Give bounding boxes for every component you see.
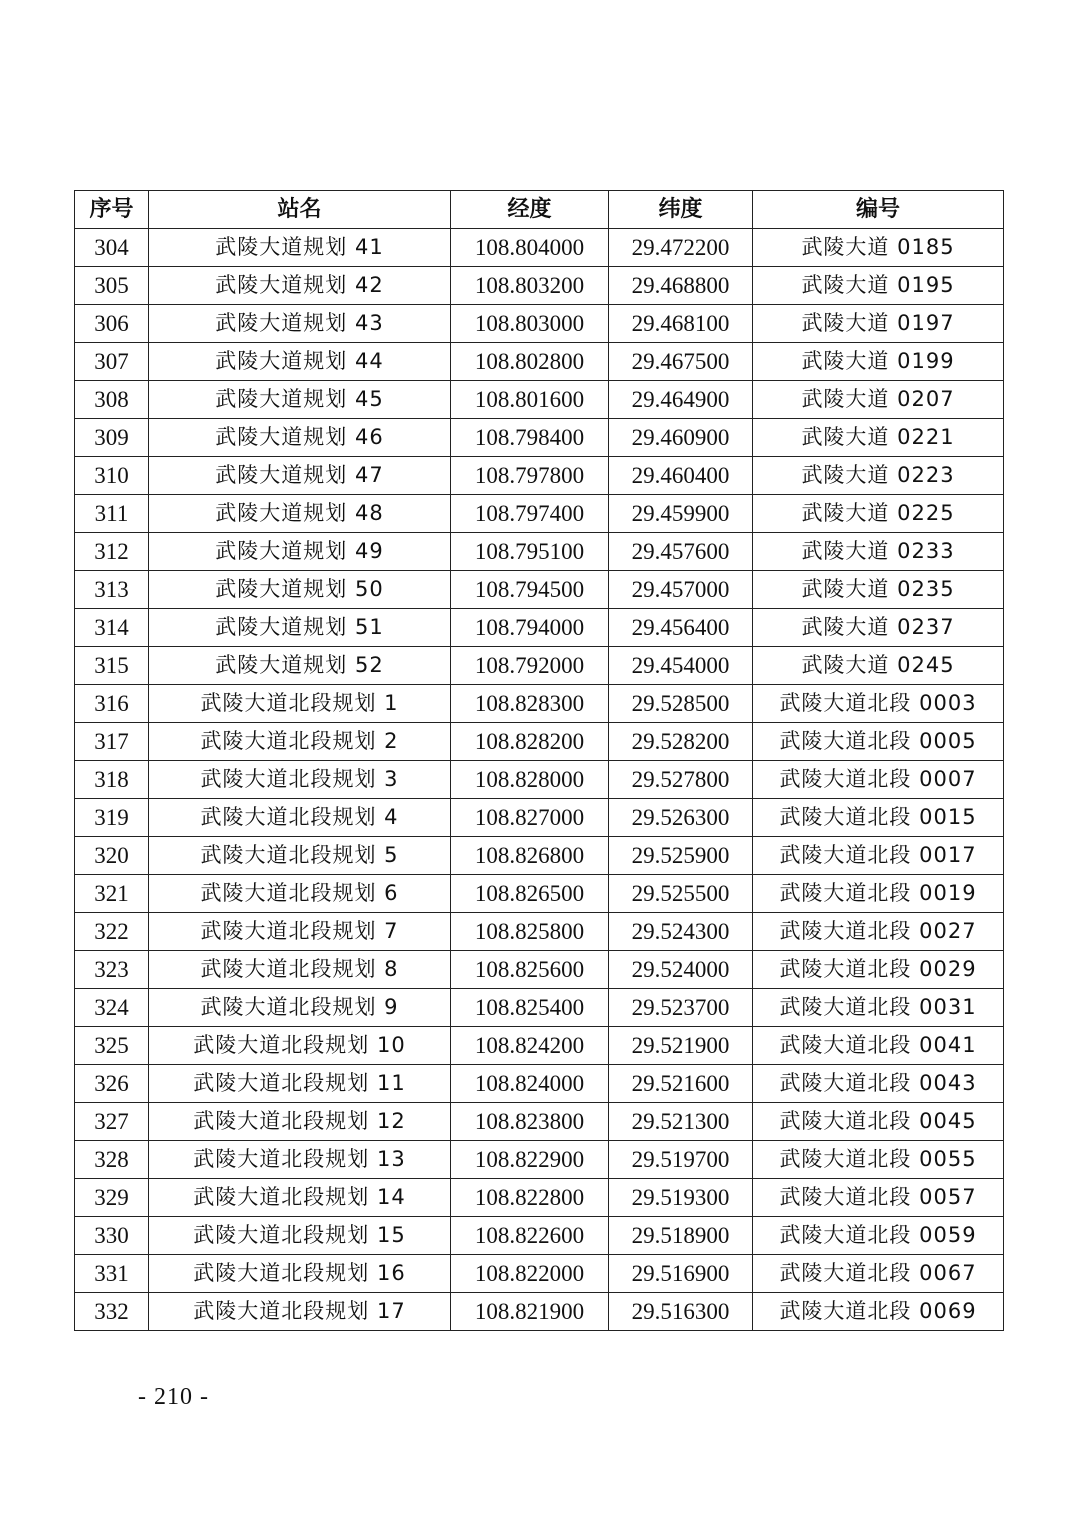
cell-seq: 332 [75, 1293, 149, 1331]
cell-code: 武陵大道北段 0041 [753, 1027, 1004, 1065]
table-row [75, 723, 1004, 761]
cell-latitude: 29.454000 [609, 647, 753, 685]
cell-code: 武陵大道北段 0027 [753, 913, 1004, 951]
cell-code: 武陵大道北段 0055 [753, 1141, 1004, 1179]
cell-station-name: 武陵大道规划 47 [149, 457, 451, 495]
cell-latitude: 29.521900 [609, 1027, 753, 1065]
cell-latitude: 29.464900 [609, 381, 753, 419]
cell-longitude: 108.798400 [451, 419, 609, 457]
table-row [75, 1217, 1004, 1255]
table-row [75, 381, 1004, 419]
cell-code: 武陵大道北段 0005 [753, 723, 1004, 761]
cell-seq: 312 [75, 533, 149, 571]
cell-seq: 325 [75, 1027, 149, 1065]
cell-code: 武陵大道北段 0003 [753, 685, 1004, 723]
cell-station-name: 武陵大道规划 46 [149, 419, 451, 457]
cell-longitude: 108.822800 [451, 1179, 609, 1217]
cell-longitude: 108.803000 [451, 305, 609, 343]
table-row [75, 1255, 1004, 1293]
cell-longitude: 108.803200 [451, 267, 609, 305]
cell-station-name: 武陵大道北段规划 16 [149, 1255, 451, 1293]
cell-code: 武陵大道北段 0007 [753, 761, 1004, 799]
cell-longitude: 108.822600 [451, 1217, 609, 1255]
cell-seq: 329 [75, 1179, 149, 1217]
cell-station-name: 武陵大道规划 44 [149, 343, 451, 381]
cell-latitude: 29.524300 [609, 913, 753, 951]
table-row [75, 837, 1004, 875]
cell-seq: 330 [75, 1217, 149, 1255]
table-row [75, 951, 1004, 989]
table-row [75, 761, 1004, 799]
cell-station-name: 武陵大道北段规划 4 [149, 799, 451, 837]
cell-seq: 315 [75, 647, 149, 685]
cell-latitude: 29.519300 [609, 1179, 753, 1217]
cell-code: 武陵大道北段 0059 [753, 1217, 1004, 1255]
cell-seq: 328 [75, 1141, 149, 1179]
cell-code: 武陵大道北段 0015 [753, 799, 1004, 837]
cell-seq: 311 [75, 495, 149, 533]
cell-code: 武陵大道 0195 [753, 267, 1004, 305]
cell-latitude: 29.518900 [609, 1217, 753, 1255]
cell-code: 武陵大道北段 0043 [753, 1065, 1004, 1103]
station-table [74, 190, 1004, 1331]
cell-longitude: 108.828300 [451, 685, 609, 723]
cell-seq: 314 [75, 609, 149, 647]
header-lon: 经度 [451, 191, 609, 229]
cell-seq: 324 [75, 989, 149, 1027]
cell-station-name: 武陵大道规划 42 [149, 267, 451, 305]
cell-longitude: 108.825800 [451, 913, 609, 951]
table-row [75, 495, 1004, 533]
cell-seq: 320 [75, 837, 149, 875]
cell-longitude: 108.824000 [451, 1065, 609, 1103]
cell-latitude: 29.519700 [609, 1141, 753, 1179]
table-header-row [75, 191, 1004, 229]
cell-latitude: 29.460900 [609, 419, 753, 457]
cell-station-name: 武陵大道北段规划 17 [149, 1293, 451, 1331]
cell-latitude: 29.472200 [609, 229, 753, 267]
cell-longitude: 108.825600 [451, 951, 609, 989]
table-row [75, 609, 1004, 647]
cell-latitude: 29.524000 [609, 951, 753, 989]
cell-latitude: 29.459900 [609, 495, 753, 533]
cell-latitude: 29.460400 [609, 457, 753, 495]
cell-code: 武陵大道北段 0045 [753, 1103, 1004, 1141]
cell-code: 武陵大道北段 0069 [753, 1293, 1004, 1331]
table-row [75, 1065, 1004, 1103]
cell-code: 武陵大道 0199 [753, 343, 1004, 381]
cell-latitude: 29.528200 [609, 723, 753, 761]
cell-seq: 317 [75, 723, 149, 761]
cell-seq: 313 [75, 571, 149, 609]
cell-seq: 322 [75, 913, 149, 951]
table-row [75, 989, 1004, 1027]
cell-seq: 310 [75, 457, 149, 495]
cell-latitude: 29.525900 [609, 837, 753, 875]
cell-station-name: 武陵大道北段规划 13 [149, 1141, 451, 1179]
table-row [75, 343, 1004, 381]
cell-longitude: 108.825400 [451, 989, 609, 1027]
table-row [75, 229, 1004, 267]
cell-seq: 307 [75, 343, 149, 381]
cell-station-name: 武陵大道北段规划 1 [149, 685, 451, 723]
table-row [75, 685, 1004, 723]
table-row [75, 419, 1004, 457]
header-code: 编号 [753, 191, 1004, 229]
cell-code: 武陵大道 0207 [753, 381, 1004, 419]
cell-longitude: 108.792000 [451, 647, 609, 685]
cell-code: 武陵大道 0197 [753, 305, 1004, 343]
cell-code: 武陵大道 0185 [753, 229, 1004, 267]
cell-seq: 308 [75, 381, 149, 419]
cell-station-name: 武陵大道规划 43 [149, 305, 451, 343]
cell-station-name: 武陵大道北段规划 14 [149, 1179, 451, 1217]
cell-code: 武陵大道北段 0029 [753, 951, 1004, 989]
table-row [75, 1027, 1004, 1065]
cell-seq: 323 [75, 951, 149, 989]
table-row [75, 1103, 1004, 1141]
cell-longitude: 108.802800 [451, 343, 609, 381]
cell-seq: 319 [75, 799, 149, 837]
cell-station-name: 武陵大道北段规划 10 [149, 1027, 451, 1065]
header-lat: 纬度 [609, 191, 753, 229]
cell-station-name: 武陵大道北段规划 3 [149, 761, 451, 799]
cell-code: 武陵大道 0245 [753, 647, 1004, 685]
table-row [75, 571, 1004, 609]
cell-longitude: 108.822900 [451, 1141, 609, 1179]
cell-latitude: 29.526300 [609, 799, 753, 837]
cell-station-name: 武陵大道北段规划 6 [149, 875, 451, 913]
cell-latitude: 29.521600 [609, 1065, 753, 1103]
cell-latitude: 29.456400 [609, 609, 753, 647]
cell-code: 武陵大道 0223 [753, 457, 1004, 495]
cell-longitude: 108.826800 [451, 837, 609, 875]
cell-latitude: 29.457000 [609, 571, 753, 609]
cell-longitude: 108.794500 [451, 571, 609, 609]
cell-seq: 318 [75, 761, 149, 799]
table-row [75, 533, 1004, 571]
table-body [75, 229, 1004, 1331]
cell-code: 武陵大道北段 0019 [753, 875, 1004, 913]
cell-latitude: 29.468800 [609, 267, 753, 305]
cell-longitude: 108.826500 [451, 875, 609, 913]
cell-longitude: 108.797400 [451, 495, 609, 533]
cell-station-name: 武陵大道规划 48 [149, 495, 451, 533]
cell-latitude: 29.528500 [609, 685, 753, 723]
cell-latitude: 29.523700 [609, 989, 753, 1027]
cell-code: 武陵大道 0237 [753, 609, 1004, 647]
cell-longitude: 108.794000 [451, 609, 609, 647]
page-number: - 210 - [138, 1384, 209, 1410]
cell-station-name: 武陵大道规划 45 [149, 381, 451, 419]
cell-code: 武陵大道 0235 [753, 571, 1004, 609]
cell-station-name: 武陵大道规划 41 [149, 229, 451, 267]
cell-seq: 326 [75, 1065, 149, 1103]
cell-longitude: 108.822000 [451, 1255, 609, 1293]
cell-seq: 304 [75, 229, 149, 267]
cell-station-name: 武陵大道北段规划 7 [149, 913, 451, 951]
cell-code: 武陵大道 0233 [753, 533, 1004, 571]
cell-seq: 321 [75, 875, 149, 913]
header-name: 站名 [149, 191, 451, 229]
cell-latitude: 29.468100 [609, 305, 753, 343]
cell-longitude: 108.823800 [451, 1103, 609, 1141]
table-row [75, 267, 1004, 305]
cell-seq: 327 [75, 1103, 149, 1141]
cell-longitude: 108.797800 [451, 457, 609, 495]
cell-latitude: 29.521300 [609, 1103, 753, 1141]
cell-code: 武陵大道北段 0057 [753, 1179, 1004, 1217]
cell-station-name: 武陵大道北段规划 5 [149, 837, 451, 875]
cell-seq: 305 [75, 267, 149, 305]
cell-longitude: 108.828200 [451, 723, 609, 761]
cell-code: 武陵大道北段 0031 [753, 989, 1004, 1027]
cell-latitude: 29.527800 [609, 761, 753, 799]
table-row [75, 647, 1004, 685]
cell-code: 武陵大道 0221 [753, 419, 1004, 457]
table-row [75, 457, 1004, 495]
cell-seq: 316 [75, 685, 149, 723]
table-row [75, 1179, 1004, 1217]
cell-latitude: 29.457600 [609, 533, 753, 571]
cell-station-name: 武陵大道北段规划 9 [149, 989, 451, 1027]
table-row [75, 305, 1004, 343]
cell-latitude: 29.525500 [609, 875, 753, 913]
table-row [75, 1141, 1004, 1179]
table-row [75, 1293, 1004, 1331]
table-row [75, 913, 1004, 951]
cell-station-name: 武陵大道北段规划 8 [149, 951, 451, 989]
cell-longitude: 108.795100 [451, 533, 609, 571]
cell-station-name: 武陵大道北段规划 15 [149, 1217, 451, 1255]
cell-station-name: 武陵大道北段规划 11 [149, 1065, 451, 1103]
cell-seq: 309 [75, 419, 149, 457]
cell-station-name: 武陵大道规划 50 [149, 571, 451, 609]
cell-seq: 331 [75, 1255, 149, 1293]
cell-code: 武陵大道北段 0017 [753, 837, 1004, 875]
table-row [75, 875, 1004, 913]
table-row [75, 799, 1004, 837]
cell-station-name: 武陵大道规划 52 [149, 647, 451, 685]
cell-station-name: 武陵大道规划 49 [149, 533, 451, 571]
cell-longitude: 108.821900 [451, 1293, 609, 1331]
cell-code: 武陵大道 0225 [753, 495, 1004, 533]
header-seq: 序号 [75, 191, 149, 229]
cell-latitude: 29.516900 [609, 1255, 753, 1293]
cell-longitude: 108.804000 [451, 229, 609, 267]
cell-longitude: 108.801600 [451, 381, 609, 419]
cell-latitude: 29.516300 [609, 1293, 753, 1331]
cell-latitude: 29.467500 [609, 343, 753, 381]
cell-station-name: 武陵大道规划 51 [149, 609, 451, 647]
cell-station-name: 武陵大道北段规划 2 [149, 723, 451, 761]
cell-longitude: 108.824200 [451, 1027, 609, 1065]
cell-longitude: 108.827000 [451, 799, 609, 837]
cell-station-name: 武陵大道北段规划 12 [149, 1103, 451, 1141]
cell-longitude: 108.828000 [451, 761, 609, 799]
cell-code: 武陵大道北段 0067 [753, 1255, 1004, 1293]
cell-seq: 306 [75, 305, 149, 343]
